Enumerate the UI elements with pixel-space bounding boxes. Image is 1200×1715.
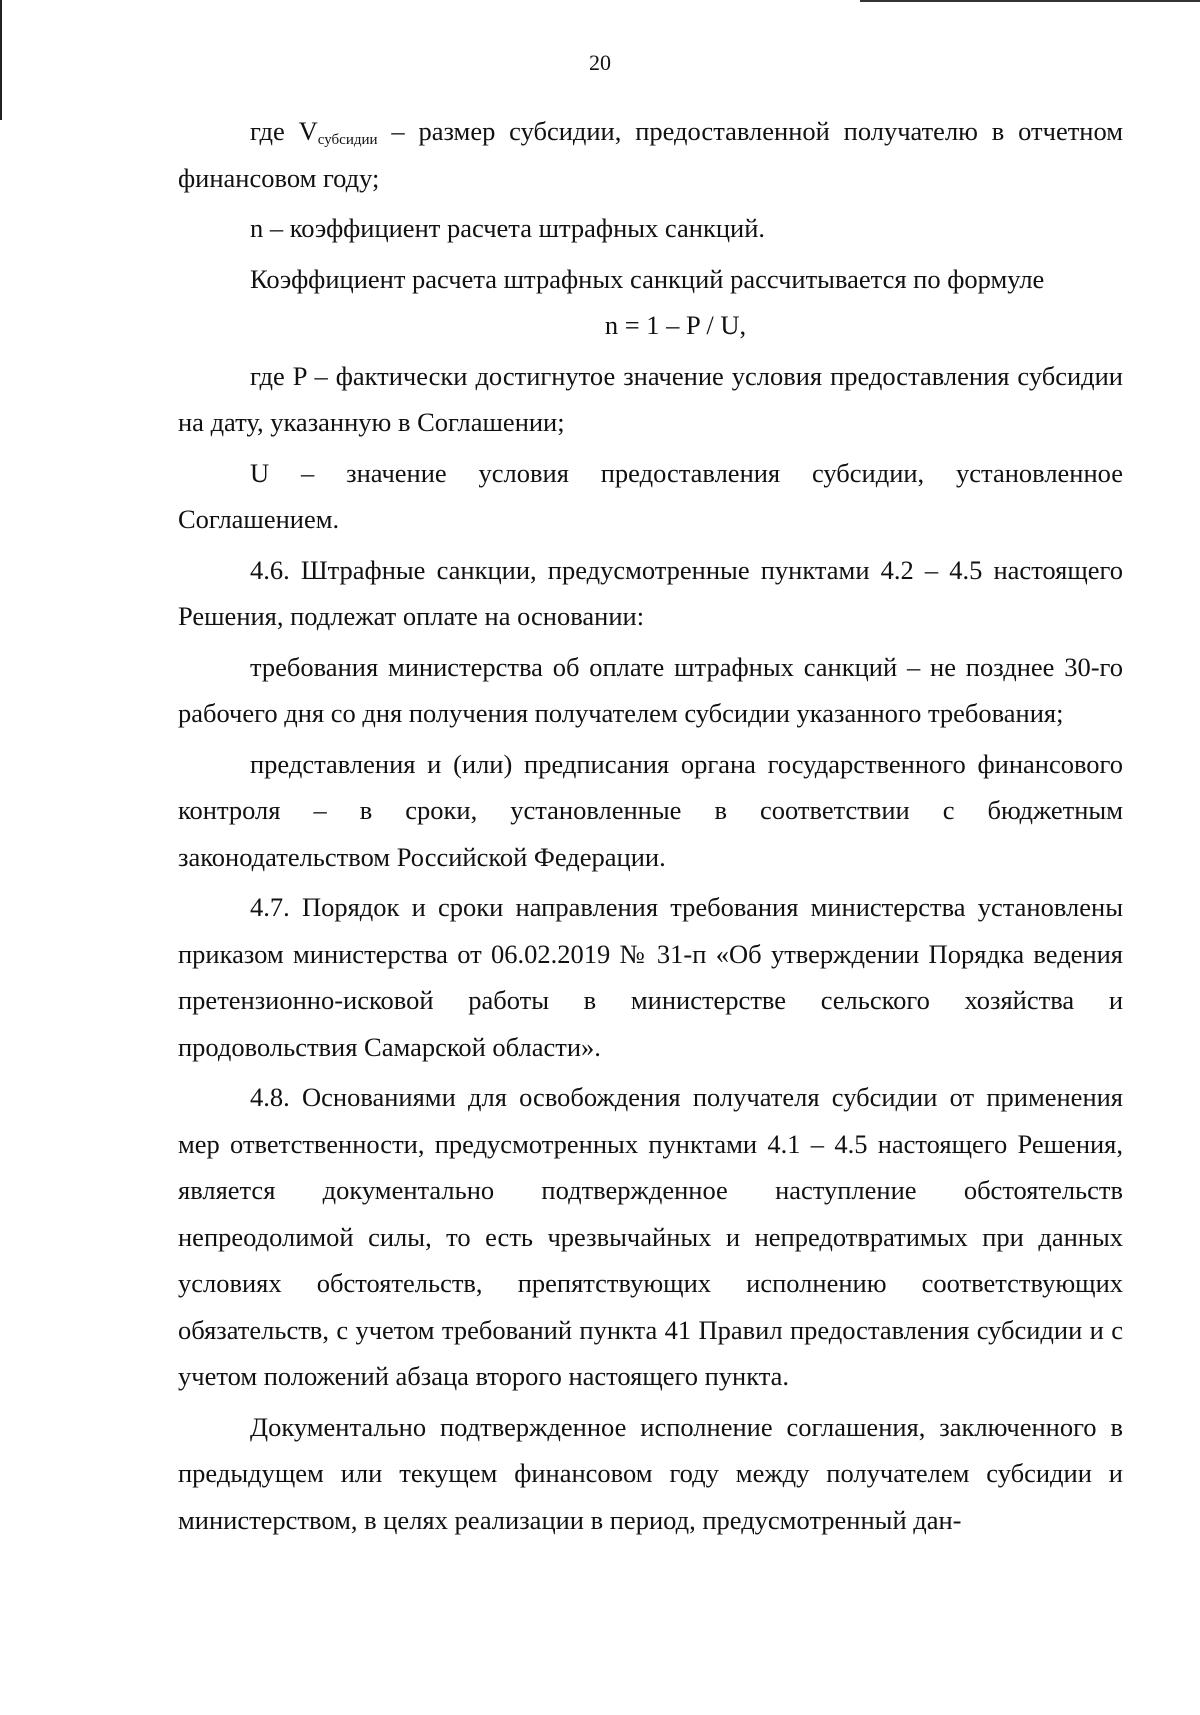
- paragraph-coefficient-n: n – коэффициент расчета штрафных санкций.: [250, 213, 766, 243]
- scan-edge-top: [860, 0, 1200, 2]
- paragraph-subsidy-size-rest: – размер субсидии, предоставленной получателю в отчетном финансовом году;: [178, 116, 1123, 193]
- paragraph-documented-execution: Документально подтвержденное исполнение соглашения, заключенного в предыдущем или текущем финансовом году между получателем субсидии и министерством, в целях реализации в период, предусмотренный дан-: [178, 1411, 1123, 1535]
- paragraph-subsidy-size-prefix: где V: [250, 116, 318, 146]
- subsidy-subscript: субсидии: [317, 132, 378, 148]
- paragraph-financial-control: представления и (или) предписания органа государственного финансового контроля – в сроки, установленные в соответствии с бюджетным законодательством Российской Федерации.: [178, 748, 1123, 872]
- page-number: 20: [589, 50, 611, 75]
- paragraph-definition-p: где P – фактически достигнутое значение условия предоставления субсидии на дату, указанную в Соглашении;: [178, 360, 1123, 437]
- paragraph-definition-u: U – значение условия предоставления субсидии, установленное Соглашением.: [178, 457, 1123, 534]
- paragraph-formula-intro: Коэффициент расчета штрафных санкций рассчитывается по формуле: [250, 263, 1045, 294]
- paragraph-4-6: 4.6. Штрафные санкции, предусмотренные пунктами 4.2 – 4.5 настоящего Решения, подлежат оплате на основании:: [178, 554, 1123, 631]
- formula: n = 1 – P / U,: [604, 310, 747, 340]
- paragraph-ministry-requirement: требования министерства об оплате штрафных санкций – не позднее 30-го рабочего дня со дня получения получателем субсидии указанного требования;: [178, 651, 1123, 728]
- document-body: [178, 108, 1123, 1543]
- paragraph-subsidy-size: [178, 108, 1123, 201]
- paragraph-4-7: 4.7. Порядок и сроки направления требования министерства установлены приказом министерства от 06.02.2019 № 31-п «Об утверждении Порядка ведения претензионно-исковой работы в министерстве сельского хозяйства и продовольствия Самарской области».: [178, 892, 1123, 1062]
- paragraph-4-8: 4.8. Основаниями для освобождения получателя субсидии от применения мер ответственности, предусмотренных пунктами 4.1 – 4.5 настоящего Решения, является документально подтвержденное наступление обстоятельств непреодолимой силы, то есть чрезвычайных и непредотвратимых при данных условиях обстоятельств, препятствующих исполнению соответствующих обязательств, с учетом требований пункта 41 Правил предоставления субсидии и с учетом положений абзаца второго настоящего пункта.: [178, 1082, 1123, 1391]
